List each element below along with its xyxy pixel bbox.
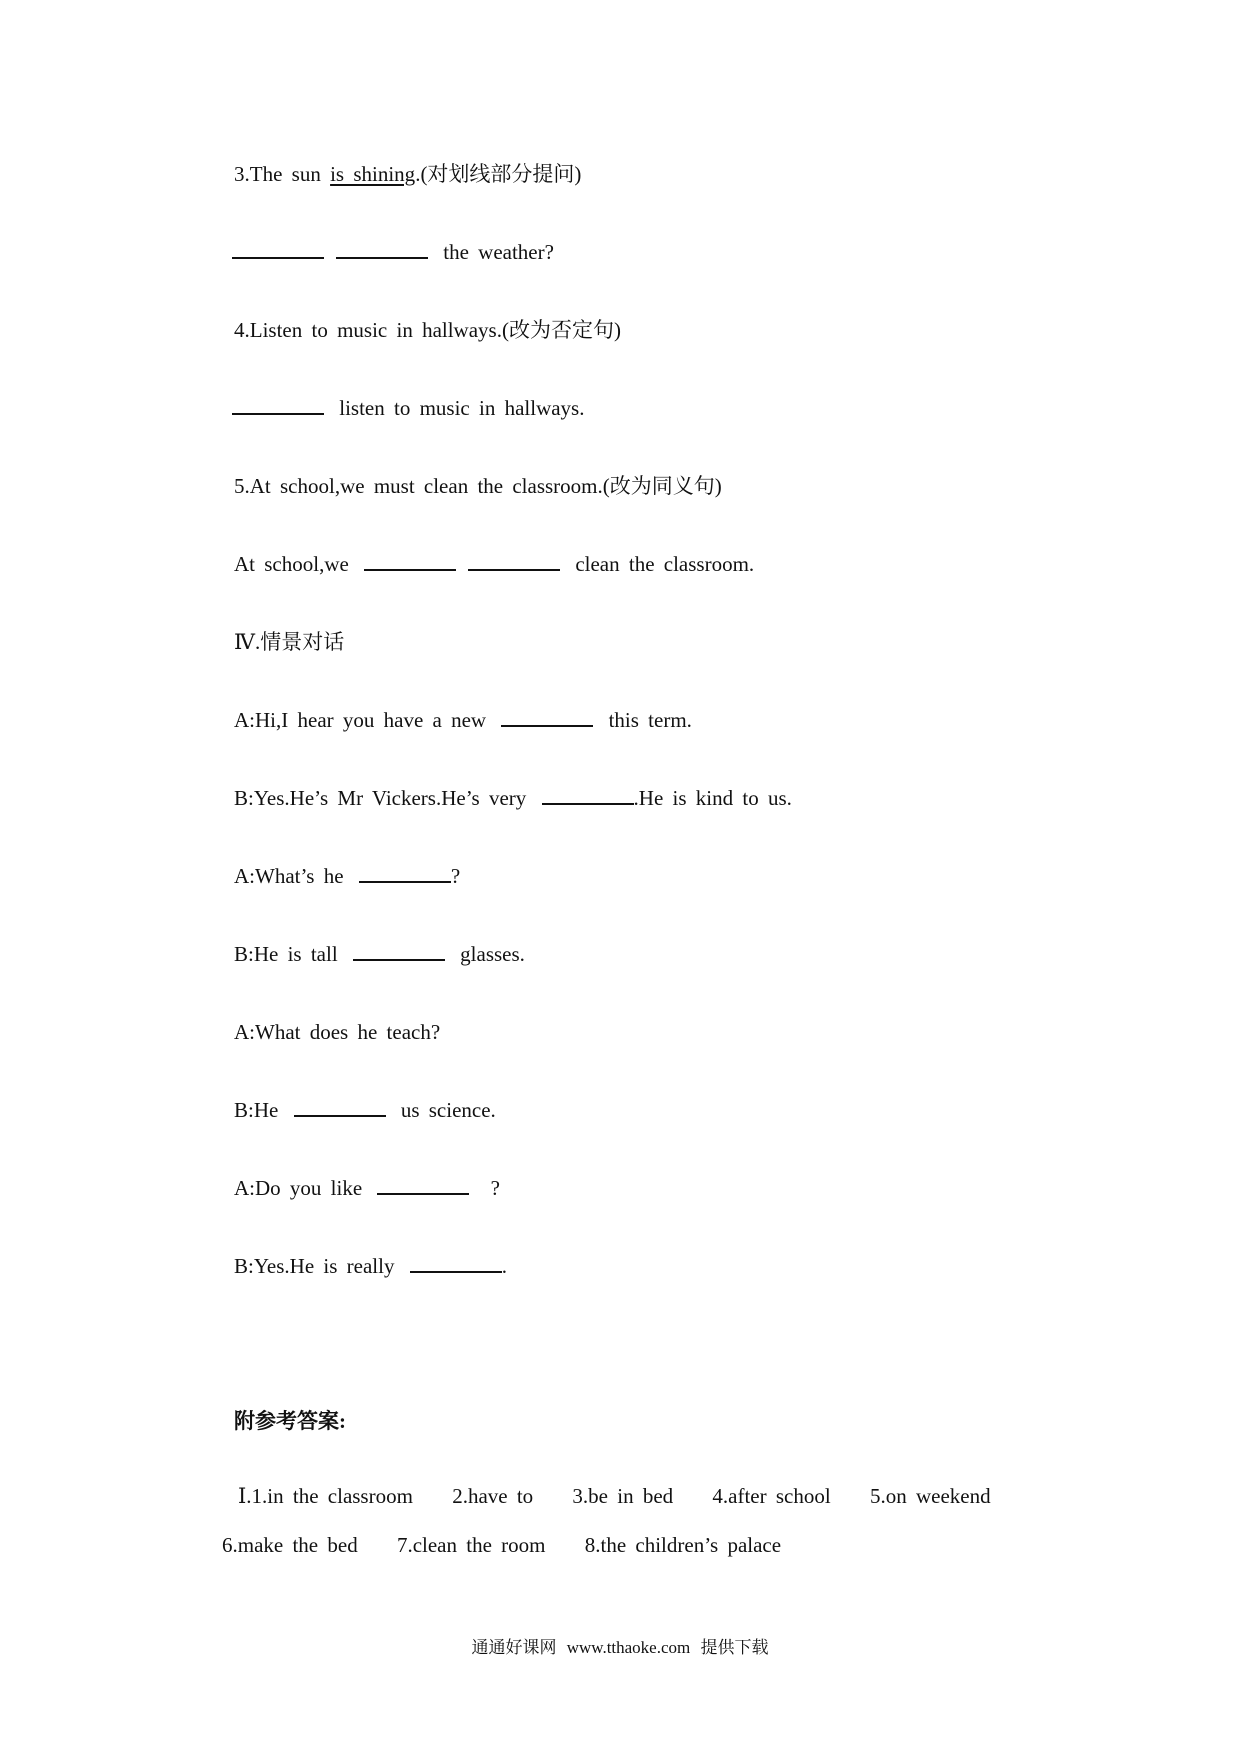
answer-5-tail: clean the classroom.	[575, 552, 755, 576]
dialogue-text: B:He	[234, 1098, 279, 1122]
dialogue-line	[234, 784, 792, 812]
blank[interactable]	[501, 707, 593, 727]
dialogue-text: A:Hi,I hear you have a new	[234, 708, 487, 732]
q3-prefix: 3.The sun	[234, 162, 331, 186]
answer-line-4	[232, 394, 584, 422]
q3-instruction: .(对划线部分提问)	[415, 162, 582, 186]
answers-title: 附参考答案:	[234, 1409, 346, 1433]
answer-3-tail: the weather?	[443, 240, 554, 264]
dialogue-text: ?	[450, 864, 461, 888]
answer-item: 7.clean the room	[396, 1533, 546, 1557]
dialogue-text: this term.	[608, 708, 692, 732]
dialogue-text: B:Yes.He is really	[234, 1254, 395, 1278]
dialogue-text: A:Do you like	[234, 1176, 363, 1200]
answer-item: 2.have to	[452, 1484, 534, 1508]
dialogue-line	[234, 1174, 500, 1202]
dialogue-line	[234, 862, 460, 890]
dialogue-line	[234, 940, 525, 968]
answers-row-2	[222, 1531, 811, 1559]
blank[interactable]	[353, 941, 445, 961]
answers-row-1	[238, 1482, 1021, 1510]
blank[interactable]	[377, 1175, 469, 1195]
answer-item: 4.after school	[712, 1484, 831, 1508]
blank[interactable]	[294, 1097, 386, 1117]
dialogue-text: ?	[490, 1176, 500, 1200]
answer-5-head: At school,we	[234, 552, 349, 576]
dialogue-text: glasses.	[460, 942, 525, 966]
page-footer: 通通好课网 www.tthaoke.com 提供下载	[471, 1638, 769, 1657]
dialogue-text: us science.	[400, 1098, 496, 1122]
blank[interactable]	[359, 863, 451, 883]
answer-item: 3.be in bed	[572, 1484, 674, 1508]
q3-underlined-part: is shining	[330, 162, 416, 186]
answer-line-3	[232, 238, 554, 266]
dialogue-text: .	[501, 1254, 507, 1278]
dialogue-line	[234, 1252, 507, 1280]
question-4: 4.Listen to music in hallways.(改为否定句)	[234, 318, 621, 342]
question-3	[234, 160, 581, 188]
dialogue-text: B:Yes.He’s Mr Vickers.He’s very	[234, 786, 527, 810]
section-4-title: Ⅳ.情景对话	[234, 630, 345, 654]
dialogue-line: A:What does he teach?	[234, 1020, 441, 1044]
dialogue-line	[234, 1096, 496, 1124]
blank[interactable]	[336, 239, 428, 259]
blank[interactable]	[468, 551, 560, 571]
answer-item: Ⅰ.1.in the classroom	[238, 1484, 413, 1508]
answer-item: 8.the children’s palace	[584, 1533, 782, 1557]
answer-item: 6.make the bed	[222, 1533, 358, 1557]
answer-4-tail: listen to music in hallways.	[339, 396, 585, 420]
answer-item: 5.on weekend	[869, 1484, 991, 1508]
blank[interactable]	[410, 1253, 502, 1273]
dialogue-text: B:He is tall	[234, 942, 338, 966]
dialogue-text: .He is kind to us.	[633, 786, 792, 810]
blank[interactable]	[232, 239, 324, 259]
blank[interactable]	[232, 395, 324, 415]
blank[interactable]	[364, 551, 456, 571]
blank[interactable]	[542, 785, 634, 805]
question-5: 5.At school,we must clean the classroom.(改为同义句)	[234, 474, 722, 498]
answer-line-5	[234, 550, 754, 578]
dialogue-text: A:What’s he	[234, 864, 344, 888]
dialogue-line	[234, 706, 692, 734]
